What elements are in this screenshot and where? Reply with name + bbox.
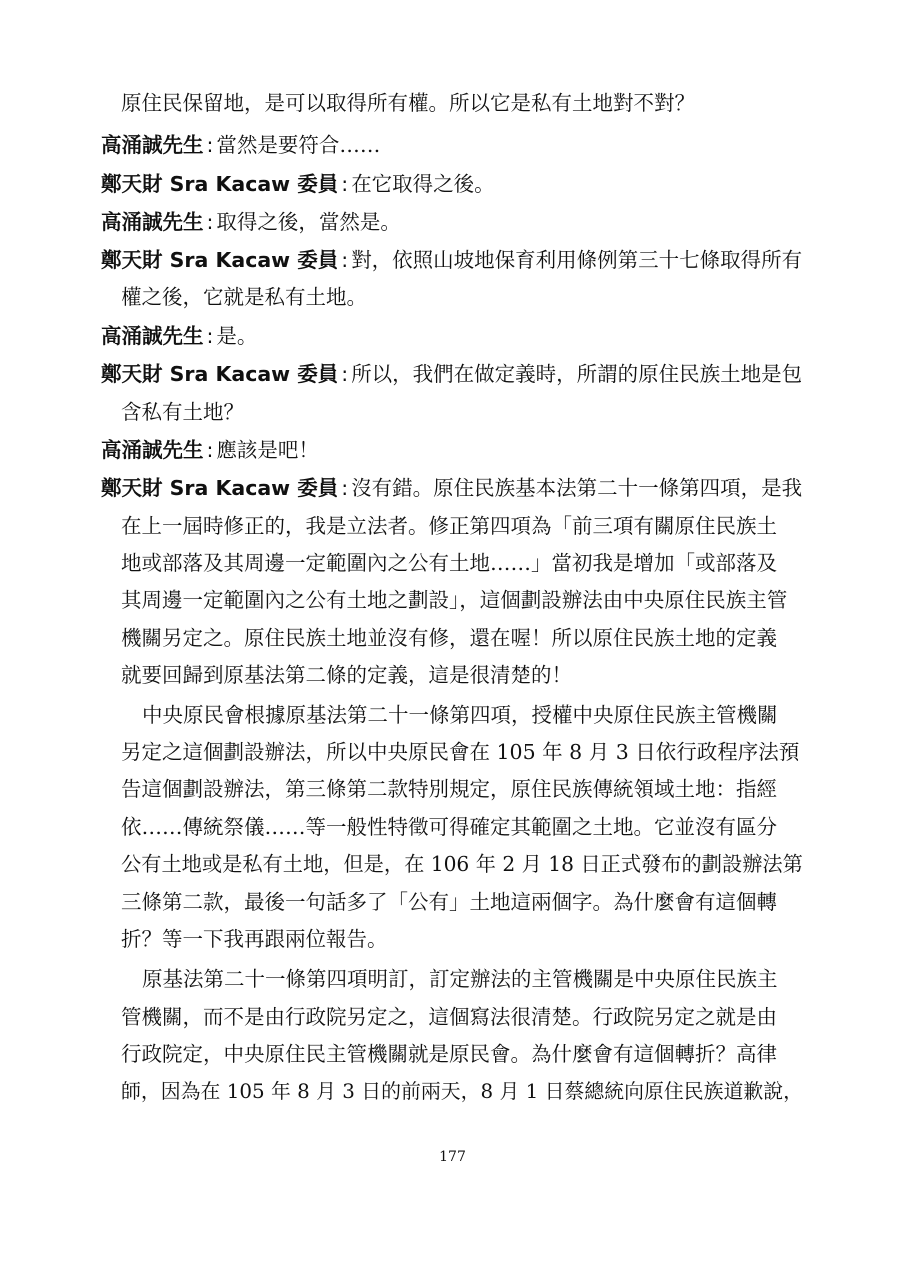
speaker-name: 鄭天財 Sra Kacaw 委員 <box>101 362 339 386</box>
speaker-name: 高涌誠先生 <box>101 324 204 348</box>
dialogue-line <box>101 131 380 159</box>
paragraph-line: 機關另定之。原住民族土地並沒有修，還在喔！所以原住民族土地的定義 <box>121 626 777 650</box>
paragraph-line: 含私有土地？ <box>121 400 244 424</box>
speech-text: 沒有錯。原住民族基本法第二十一條第四項，是我 <box>351 476 803 500</box>
speaker-separator: : <box>206 210 214 234</box>
paragraph-line: 告這個劃設辦法，第三條第二款特別規定，原住民族傳統領域土地：指經 <box>121 777 777 801</box>
paragraph-line: 管機關，而不是由行政院另定之，這個寫法很清楚。行政院另定之就是由 <box>121 1005 777 1029</box>
paragraph-line: 原住民保留地，是可以取得所有權。所以它是私有土地對不對？ <box>121 91 695 115</box>
speaker-name: 高涌誠先生 <box>101 210 204 234</box>
speaker-separator: : <box>206 133 214 157</box>
speaker-separator: : <box>206 324 214 348</box>
speech-text: 取得之後，當然是。 <box>216 210 401 234</box>
paragraph-line: 另定之這個劃設辦法，所以中央原民會在 105 年 8 月 3 日依行政程序法預 <box>121 740 800 764</box>
speaker-name: 鄭天財 Sra Kacaw 委員 <box>101 172 339 196</box>
dialogue-line <box>101 208 401 236</box>
dialogue-line <box>101 436 319 464</box>
speaker-separator: : <box>206 438 214 462</box>
speaker-separator: : <box>341 362 349 386</box>
paragraph-line: 就要回歸到原基法第二條的定義，這是很清楚的！ <box>121 663 572 687</box>
speech-text: 是。 <box>216 324 258 348</box>
paragraph-line: 中央原民會根據原基法第二十一條第四項，授權中央原住民族主管機關 <box>142 703 778 727</box>
paragraph-line: 公有土地或是私有土地，但是，在 106 年 2 月 18 日正式發布的劃設辦法第 <box>121 852 803 876</box>
speech-text: 在它取得之後。 <box>351 172 495 196</box>
speech-text: 所以，我們在做定義時，所謂的原住民族土地是包 <box>351 362 803 386</box>
dialogue-line <box>101 474 802 502</box>
speaker-name: 高涌誠先生 <box>101 438 204 462</box>
speech-text: 對，依照山坡地保育利用條例第三十七條取得所有 <box>351 248 803 272</box>
paragraph-line: 師，因為在 105 年 8 月 3 日的前兩天，8 月 1 日蔡總統向原住民族道歉說， <box>121 1080 804 1103</box>
dialogue-line <box>101 246 802 274</box>
speaker-name: 鄭天財 Sra Kacaw 委員 <box>101 248 339 272</box>
speech-text: 應該是吧！ <box>216 438 319 462</box>
paragraph-line: 其周邊一定範圍內之公有土地之劃設」，這個劃設辦法由中央原住民族主管 <box>121 588 788 612</box>
dialogue-line <box>101 170 495 198</box>
speaker-separator: : <box>341 248 349 272</box>
paragraph-line: 行政院定，中央原住民主管機關就是原民會。為什麼會有這個轉折？高律 <box>121 1042 777 1066</box>
paragraph-line: 在上一屆時修正的，我是立法者。修正第四項為「前三項有關原住民族土 <box>121 514 777 538</box>
speech-text: 當然是要符合…… <box>216 133 381 157</box>
speaker-name: 鄭天財 Sra Kacaw 委員 <box>101 476 339 500</box>
paragraph-line: 地或部落及其周邊一定範圍內之公有土地……」當初我是增加「或部落及 <box>121 551 777 575</box>
dialogue-line <box>101 322 257 350</box>
dialogue-line <box>101 360 802 388</box>
speaker-name: 高涌誠先生 <box>101 133 204 157</box>
paragraph-line: 三條第二款，最後一句話多了「公有」土地這兩個字。為什麼會有這個轉 <box>121 890 777 914</box>
paragraph-line: 依……傳統祭儀……等一般性特徵可得確定其範圍之土地。它並沒有區分 <box>121 815 777 839</box>
paragraph-line: 原基法第二十一條第四項明訂，訂定辦法的主管機關是中央原住民族主 <box>142 967 778 991</box>
page-number: 177 <box>439 1149 466 1165</box>
speaker-separator: : <box>341 172 349 196</box>
paragraph-line: 權之後，它就是私有土地。 <box>121 285 367 309</box>
speaker-separator: : <box>341 476 349 500</box>
paragraph-line: 折？等一下我再跟兩位報告。 <box>121 927 388 951</box>
